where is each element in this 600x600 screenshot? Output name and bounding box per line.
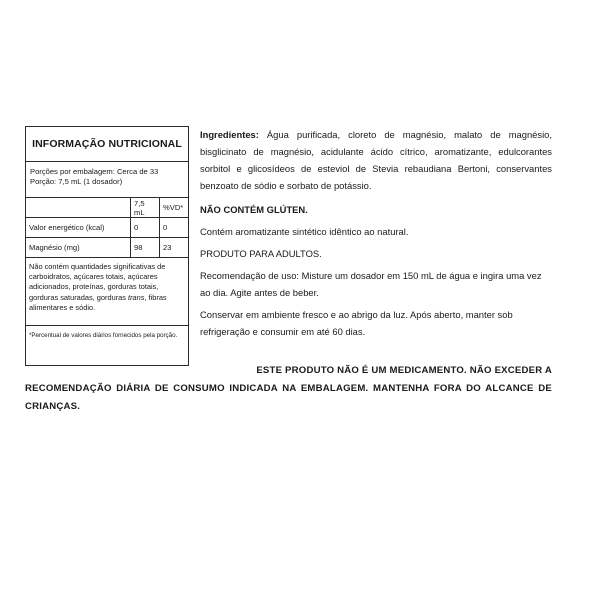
warning-line-1: ESTE PRODUTO NÃO É UM MEDICAMENTO. NÃO EXCEDER A (256, 365, 552, 376)
servings-per-package: Porções por embalagem: Cerca de 33 (30, 167, 159, 176)
insignificant-amounts-note (26, 258, 188, 326)
warning-line-2: RECOMENDAÇÃO DIÁRIA DE CONSUMO INDICADA NA EMBALAGEM. MANTENHA FORA DO ALCANCE DE CRIANÇAS. (25, 383, 552, 412)
ingredients-label: Ingredientes: (200, 129, 259, 140)
portion-info (26, 162, 188, 198)
ingredients-paragraph (200, 126, 552, 194)
note-trans: trans (128, 292, 145, 302)
adults-statement: PRODUTO PARA ADULTOS. (200, 248, 322, 259)
ingredients-text: Água purificada, cloreto de magnésio, malato de magnésio, bisglicinato de magnésio, acidulante ácido cítrico, aromatizante, edulcorantes sorbitol e glicosídeos de esteviol de Stevia rebaudiana Bertoni, conservantes benzoato de sódio e sorbato de potássio. (200, 129, 552, 191)
flavoring-statement: Contém aromatizante sintético idêntico ao natural. (200, 226, 409, 237)
nutrient-dv: 0 (160, 218, 189, 238)
daily-value-footnote: *Percentual de valores diários fornecidos pela porção. (29, 332, 178, 339)
product-info (200, 126, 552, 340)
gluten-statement: NÃO CONTÉM GLÚTEN. (200, 204, 308, 215)
nutrient-row (26, 218, 188, 238)
note-text: Não contém quantidades significativas de carboidratos, açúcares totais, açúcares adicionados, proteínas, gorduras totais, gorduras saturadas, gorduras (29, 262, 166, 302)
usage-recommendation: Recomendação de uso: Misture um dosador em 150 mL de água e ingira uma vez ao dia. Agite antes de beber. (200, 270, 542, 298)
nutrient-label: Magnésio (mg) (26, 238, 131, 258)
nutrient-table (26, 198, 188, 258)
header-empty (26, 198, 131, 218)
note-text-end: , fibras alimentares e sódio. (29, 292, 167, 312)
storage-instructions: Conservar em ambiente fresco e ao abrigo da luz. Após aberto, manter sob refrigeração e consumir em até 60 dias. (200, 309, 513, 337)
medicine-warning (25, 362, 552, 416)
nutrition-facts-table (25, 126, 189, 366)
nutrition-title: INFORMAÇÃO NUTRICIONAL (26, 127, 188, 162)
nutrient-amount: 0 (131, 218, 160, 238)
nutrient-amount: 98 (131, 238, 160, 258)
header-portion: 7,5 mL (131, 198, 160, 218)
nutrient-label: Valor energético (kcal) (26, 218, 131, 238)
nutrient-header-row (26, 198, 188, 218)
nutrient-dv: 23 (160, 238, 189, 258)
header-dv: %VD* (160, 198, 189, 218)
nutrient-row (26, 238, 188, 258)
portion-size: Porção: 7,5 mL (1 dosador) (30, 177, 123, 186)
